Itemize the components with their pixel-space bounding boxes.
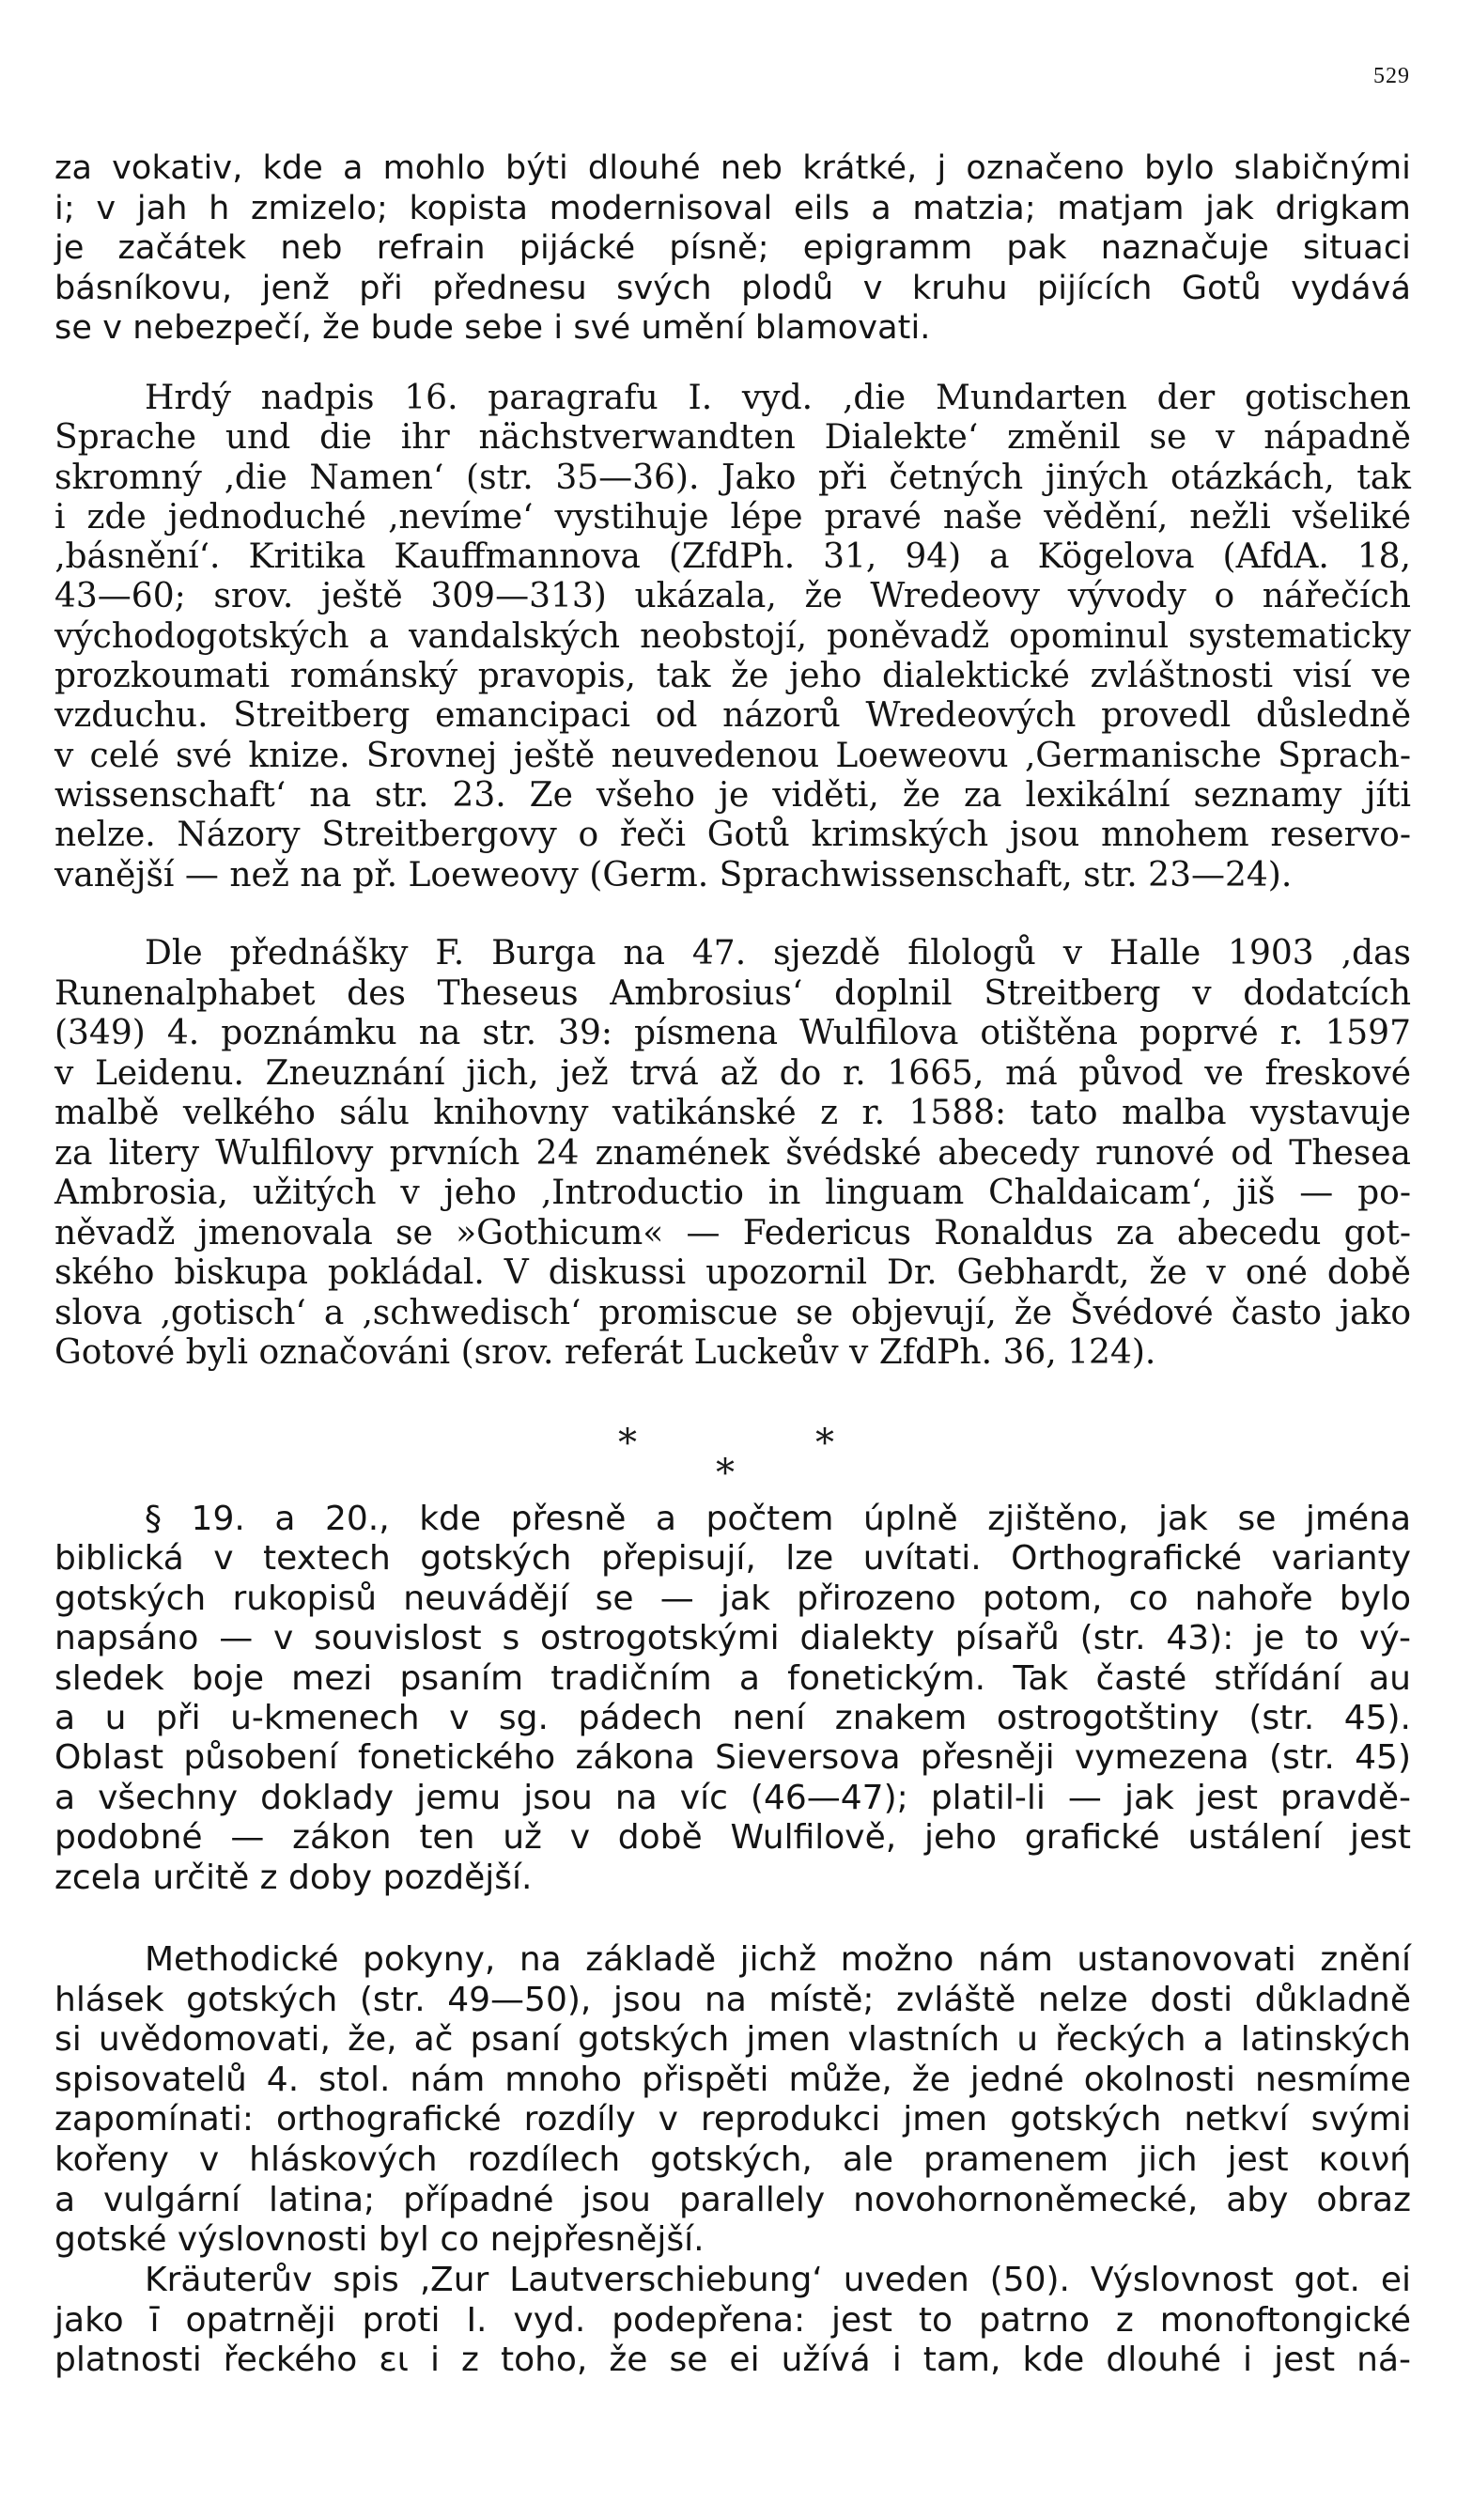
text-line: platnosti řeckého ει i z toho, že se ei užívá i tam, kde dlouhé i jest ná- — [54, 2341, 1411, 2380]
text-line: ‚básnění‘. Kritika Kauffmannova (ZfdPh. 31, 94) a Kögelova (AfdA. 18, — [54, 537, 1411, 577]
paragraph-methodicke-pokyny — [54, 1940, 1411, 2261]
text-line: malbě velkého sálu knihovny vatikánské z r. 1588: tato malba vystavuje — [54, 1094, 1411, 1132]
text-line: za vokativ, kde a mohlo býti dlouhé neb krátké, j označeno bylo slabičnými — [54, 149, 1411, 187]
text-line: si uvědomovati, že, ač psaní gotských jmen vlastních u řeckých a latinských — [54, 2020, 1411, 2060]
text-line: biblická v textech gotských přepisují, lze uvítati. Orthografické varianty — [54, 1539, 1411, 1579]
text-line: wissenschaft‘ na str. 23. Ze všeho je viděti, že za lexikální seznamy jíti — [54, 775, 1411, 815]
text-line: podobné — zákon ten už v době Wulfilově, jeho grafické ustálení jest — [54, 1818, 1411, 1858]
text-line: a vulgární latina; případné jsou parallely novohornoněmecké, aby obraz — [54, 2180, 1411, 2219]
paragraph-section-19-20 — [54, 1500, 1411, 1898]
text-line: za litery Wulfilovy prvních 24 znamének švédské abecedy runové od Thesea — [54, 1133, 1411, 1173]
text-line: je začátek neb refrain pijácké písně; epigramm pak naznačuje situaci — [54, 229, 1411, 268]
separator-asterisk: * — [618, 1422, 637, 1465]
text-line: básníkovu, jenž při přednesu svých plodů v kruhu pijících Gotů vydává — [54, 269, 1411, 307]
text-line: Methodické pokyny, na základě jichž možno nám ustanovovati znění — [145, 1940, 1411, 1979]
paragraph-burg — [54, 934, 1411, 1374]
text-line: Runenalphabet des Theseus Ambrosius‘ doplnil Streitberg v dodatcích — [54, 973, 1411, 1013]
text-line: § 19. a 20., kde přesně a počtem úplně zjištěno, jak se jména — [145, 1500, 1411, 1538]
page-number: 529 — [1373, 64, 1410, 88]
text-line: něvadž jmenovala se »Gothicum« — Federicus Ronaldus za abecedu got- — [54, 1213, 1411, 1252]
text-line: v Leidenu. Zneuznání jich, jež trvá až do r. 1665, má původ ve freskové — [54, 1053, 1411, 1093]
text-line: vzduchu. Streitberg emancipaci od názorů Wredeových provedl důsledně — [54, 696, 1411, 736]
text-line: Hrdý nadpis 16. paragrafu I. vyd. ‚die Mundarten der gotischen — [145, 379, 1411, 417]
text-line: spisovatelů 4. stol. nám mnoho přispěti může, že jedné okolnosti nesmíme — [54, 2060, 1411, 2099]
paragraph-mundarten — [54, 379, 1411, 895]
text-line: východogotských a vandalských neobstojí, poněvadž opominul systematicky — [54, 616, 1411, 656]
text-line: skromný ‚die Namen‘ (str. 35—36). Jako při četných jiných otázkách, tak — [54, 458, 1411, 497]
text-line: Ambrosia, užitých v jeho ‚Introductio in linguam Chaldaicam‘, jiš — po- — [54, 1174, 1411, 1212]
paragraph-vocative — [54, 148, 1411, 349]
paragraph-krauter — [54, 2261, 1411, 2381]
text-line: nelze. Názory Streitbergovy o řeči Gotů krimských jsou mnohem reservo- — [54, 816, 1411, 855]
text-line: Sprache und die ihr nächstverwandten Dialekte‘ změnil se v nápadně — [54, 418, 1411, 458]
text-line: (349) 4. poznámku na str. 39: písmena Wulfilova otištěna poprvé r. 1597 — [54, 1014, 1411, 1052]
text-line: i zde jednoduché ‚nevíme‘ vystihuje lépe pravé naše vědění, nežli všeliké — [54, 497, 1411, 537]
text-line: a u při u-kmenech v sg. pádech není znakem ostrogotštiny (str. 45). — [54, 1699, 1411, 1738]
separator-asterisk: * — [716, 1452, 735, 1495]
separator-asterisk: * — [815, 1422, 834, 1465]
text-line: ského biskupa pokládal. V diskussi upozornil Dr. Gebhardt, že v oné době — [54, 1253, 1411, 1292]
text-line: Kräuterův spis ‚Zur Lautverschiebung‘ uveden (50). Výslovnost got. ei — [145, 2261, 1411, 2299]
text-line: Gotové byli označováni (srov. referát Luckeův v ZfdPh. 36, 124). — [54, 1333, 1156, 1372]
text-line: gotských rukopisů neuvádějí se — jak přirozeno potom, co nahoře bylo — [54, 1579, 1411, 1618]
text-line: jako ī opatrněji proti I. vyd. podepřena: jest to patrno z monoftongické — [54, 2300, 1411, 2340]
text-line: se v nebezpečí, že bude sebe i své umění blamovati. — [54, 309, 931, 348]
text-line: kořeny v hláskových rozdílech gotských, ale pramenem jich jest κοινή — [54, 2139, 1411, 2179]
text-line: hlásek gotských (str. 49—50), jsou na místě; zvláště nelze dosti důkladně — [54, 1980, 1411, 2019]
text-line: i; v jah h zmizelo; kopista modernisoval eils a matzia; matjam jak drigkam — [54, 189, 1411, 227]
text-line: sledek boje mezi psaním tradičním a fonetickým. Tak časté střídání au — [54, 1658, 1411, 1698]
text-line: a všechny doklady jemu jsou na víc (46—47); platil-li — jak jest pravdě- — [54, 1778, 1411, 1817]
text-line: vanější — než na př. Loeweovy (Germ. Sprachwissenschaft, str. 23—24). — [54, 855, 1293, 894]
text-line: Oblast působení fonetického zákona Sieversova přesněji vymezena (str. 45) — [54, 1738, 1411, 1778]
text-line: napsáno — v souvislost s ostrogotskými dialekty písařů (str. 43): je to vý- — [54, 1619, 1411, 1658]
text-line: 43—60; srov. ještě 309—313) ukázala, že Wredeovy vývody o nářečích — [54, 577, 1411, 616]
text-line: zapomínati: orthografické rozdíly v reprodukci jmen gotských netkví svými — [54, 2100, 1411, 2139]
section-separator — [0, 1422, 1457, 1497]
text-line: slova ‚gotisch‘ a ‚schwedisch‘ promiscue se objevují, že Švédové často jako — [54, 1293, 1411, 1332]
text-line: Dle přednášky F. Burga na 47. sjezdě filologů v Halle 1903 ‚das — [145, 934, 1411, 972]
text-line: prozkoumati románský pravopis, tak že jeho dialektické zvláštnosti visí ve — [54, 657, 1411, 696]
text-line: gotské výslovnosti byl co nejpřesnější. — [54, 2220, 705, 2260]
text-line: zcela určitě z doby pozdější. — [54, 1858, 533, 1897]
text-line: v celé své knize. Srovnej ještě neuvedenou Loeweovu ‚Germanische Sprach- — [54, 736, 1411, 775]
